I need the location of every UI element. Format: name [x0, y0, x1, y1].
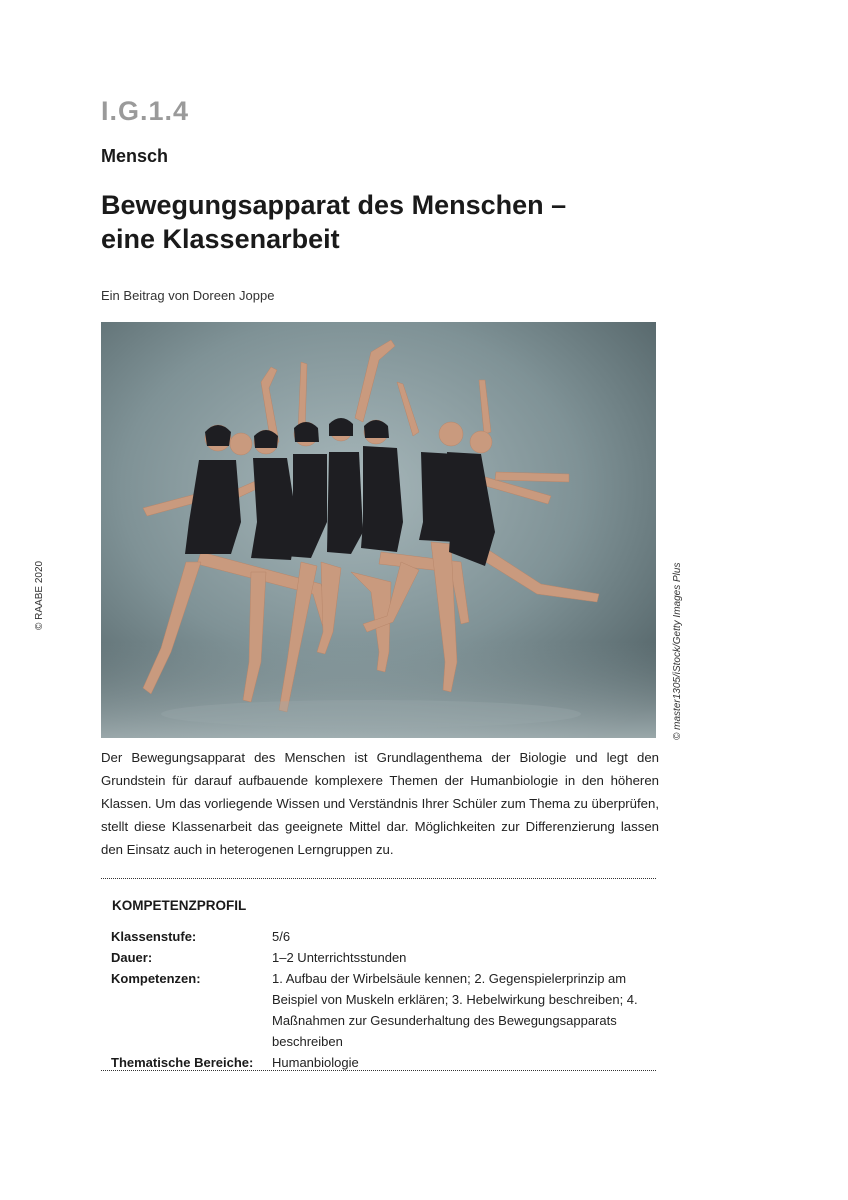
- table-row: [111, 968, 651, 1052]
- page-title: [101, 188, 566, 256]
- row-value: Humanbiologie: [272, 1055, 359, 1070]
- row-value: 1–2 Unterrichtsstunden: [272, 950, 407, 965]
- dotted-divider-bottom: [101, 1070, 656, 1071]
- photo-credit-vertical: © master1305/iStock/Getty Images Plus: [672, 562, 683, 740]
- dancers-photo: [101, 322, 656, 738]
- table-row: [111, 926, 651, 947]
- row-label: Kompetenzen:: [111, 971, 201, 986]
- table-row: [111, 947, 651, 968]
- copyright-vertical: © RAABE 2020: [34, 560, 45, 630]
- kompetenzprofil-heading: KOMPETENZPROFIL: [112, 898, 247, 913]
- section-code: I.G.1.4: [101, 96, 190, 126]
- dancers-illustration: [101, 322, 656, 738]
- row-label: Thematische Bereiche:: [111, 1055, 254, 1070]
- kompetenzprofil-table: [111, 926, 651, 1073]
- row-value: 1. Aufbau der Wirbelsäule kennen; 2. Gegenspielerprinzip am Beispiel von Muskeln erklären; 3. Hebelwirkung beschreiben; 4. Maßnahmen zur Gesunderhaltung des Bewegungsapparats beschreiben: [272, 971, 638, 1049]
- row-value: 5/6: [272, 929, 291, 944]
- author-line: Ein Beitrag von Doreen Joppe: [101, 288, 275, 303]
- row-label: Klassenstufe:: [111, 929, 197, 944]
- title-line-1: Bewegungsapparat des Menschen –: [101, 190, 567, 220]
- dotted-divider-top: [101, 878, 656, 879]
- subject-label: Mensch: [101, 146, 169, 166]
- row-label: Dauer:: [111, 950, 153, 965]
- title-line-2: eine Klassenarbeit: [101, 224, 340, 254]
- intro-paragraph: Der Bewegungsapparat des Menschen ist Grundlagenthema der Biologie und legt den Grundstein für darauf aufbauende komplexere Themen der Humanbiologie in den höheren Klassen. Um das vorliegende Wissen und Verständnis Ihrer Schüler zum Thema zu überprüfen, stellt diese Klassenarbeit das geeignete Mittel dar. Möglichkeiten zur Differenzierung lassen den Einsatz auch in heterogenen Lerngruppen zu.: [101, 750, 659, 857]
